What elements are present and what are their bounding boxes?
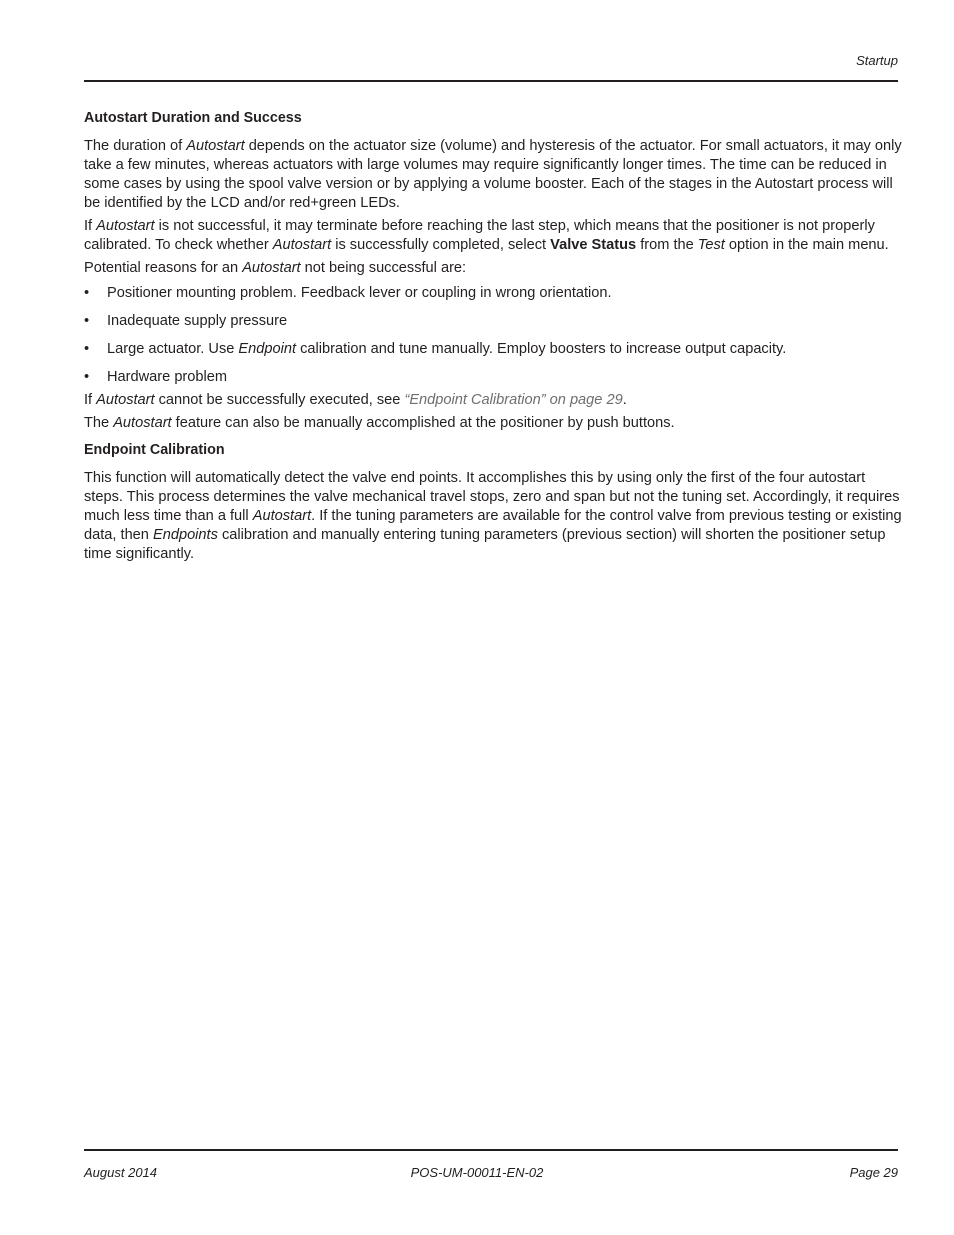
italic-term: Endpoints xyxy=(152,527,218,543)
text-run: calibration and manually entering tuning parameters (previous section) will shorten the positioner setup time significantly. xyxy=(84,527,886,562)
italic-term: Autostart xyxy=(272,237,332,253)
text-run: is successfully completed, select xyxy=(331,237,551,253)
section-heading-endpoint: Endpoint Calibration xyxy=(84,442,225,458)
italic-term: Autostart xyxy=(252,508,312,524)
text-run: If xyxy=(84,392,97,408)
text-run: calibration and tune manually. Employ boosters to increase output capacity. xyxy=(296,341,787,357)
text-run: . If the tuning parameters are available for the control valve from previous testing or existing data, then xyxy=(84,508,902,543)
header-rule xyxy=(84,80,898,82)
footer-rule xyxy=(84,1149,898,1151)
text-run: Hardware problem xyxy=(107,369,228,385)
list-item xyxy=(84,312,904,331)
paragraph-autostart-failure xyxy=(84,217,904,255)
list-item xyxy=(84,368,904,387)
italic-term: Endpoint xyxy=(238,341,297,357)
footer-doc-id: POS-UM-00011-EN-02 xyxy=(410,1165,544,1180)
italic-term: Autostart xyxy=(96,218,155,234)
italic-term: Autostart xyxy=(113,415,172,431)
bullet-icon: • xyxy=(84,285,90,301)
list-item xyxy=(84,284,904,303)
footer-page-number: Page 29 xyxy=(849,1165,898,1180)
text-run: from the xyxy=(636,237,698,253)
bullet-icon: • xyxy=(84,341,90,357)
text-run: The duration of xyxy=(84,138,187,154)
paragraph-see-endpoint xyxy=(84,391,904,410)
text-run: not being successful are: xyxy=(300,260,467,276)
italic-term: Autostart xyxy=(242,260,301,276)
text-run: Potential reasons for an xyxy=(84,260,243,276)
text-run: Large actuator. Use xyxy=(107,341,239,357)
text-run: This function will automatically detect the valve end points. It accomplishes this by using only the first of the four autostart steps. This process determines the valve mechanical travel stops, zero and span but not the tuning set. Accordingly, it requires much less time than a full xyxy=(84,470,900,524)
text-run: cannot be successfully executed, see xyxy=(154,392,405,408)
text-run: depends on the actuator size (volume) and hysteresis of the actuator. For small actuators, it may only take a few minutes, whereas actuators with large volumes may require significantly longer times. The time can be reduced in some cases by using the spool valve version or by applying a volume booster. Each of the stages in the Autostart process will be identified by the LCD and/or red+green LEDs. xyxy=(84,138,902,211)
text-run: Positioner mounting problem. Feedback lever or coupling in wrong orientation. xyxy=(107,285,612,301)
page-body xyxy=(84,109,904,568)
paragraph-potential-reasons xyxy=(84,259,904,278)
list-item xyxy=(84,340,904,359)
text-run: . xyxy=(622,392,627,408)
text-run: feature can also be manually accomplished at the positioner by push buttons. xyxy=(171,415,675,431)
running-header: Startup xyxy=(856,53,898,68)
text-run: option in the main menu. xyxy=(724,237,889,253)
bold-term: Valve Status xyxy=(550,237,637,253)
italic-term: Test xyxy=(697,237,725,253)
reasons-list xyxy=(84,284,904,387)
text-run: is not successful, it may terminate before reaching the last step, which means that the positioner is not properly calibrated. To check whether xyxy=(84,218,875,253)
italic-term: Autostart xyxy=(186,138,245,154)
paragraph-autostart-duration xyxy=(84,137,904,213)
bullet-icon: • xyxy=(84,313,90,329)
italic-term: Autostart xyxy=(96,392,155,408)
paragraph-endpoint-calibration xyxy=(84,469,904,564)
cross-reference-link[interactable]: “Endpoint Calibration” on page 29 xyxy=(404,392,623,408)
footer-date: August 2014 xyxy=(84,1165,158,1180)
text-run: Inadequate supply pressure xyxy=(107,313,288,329)
section-heading-autostart: Autostart Duration and Success xyxy=(84,110,302,126)
bullet-icon: • xyxy=(84,369,90,385)
text-run: The xyxy=(84,415,114,431)
text-run: If xyxy=(84,218,97,234)
paragraph-manual-autostart xyxy=(84,414,904,433)
